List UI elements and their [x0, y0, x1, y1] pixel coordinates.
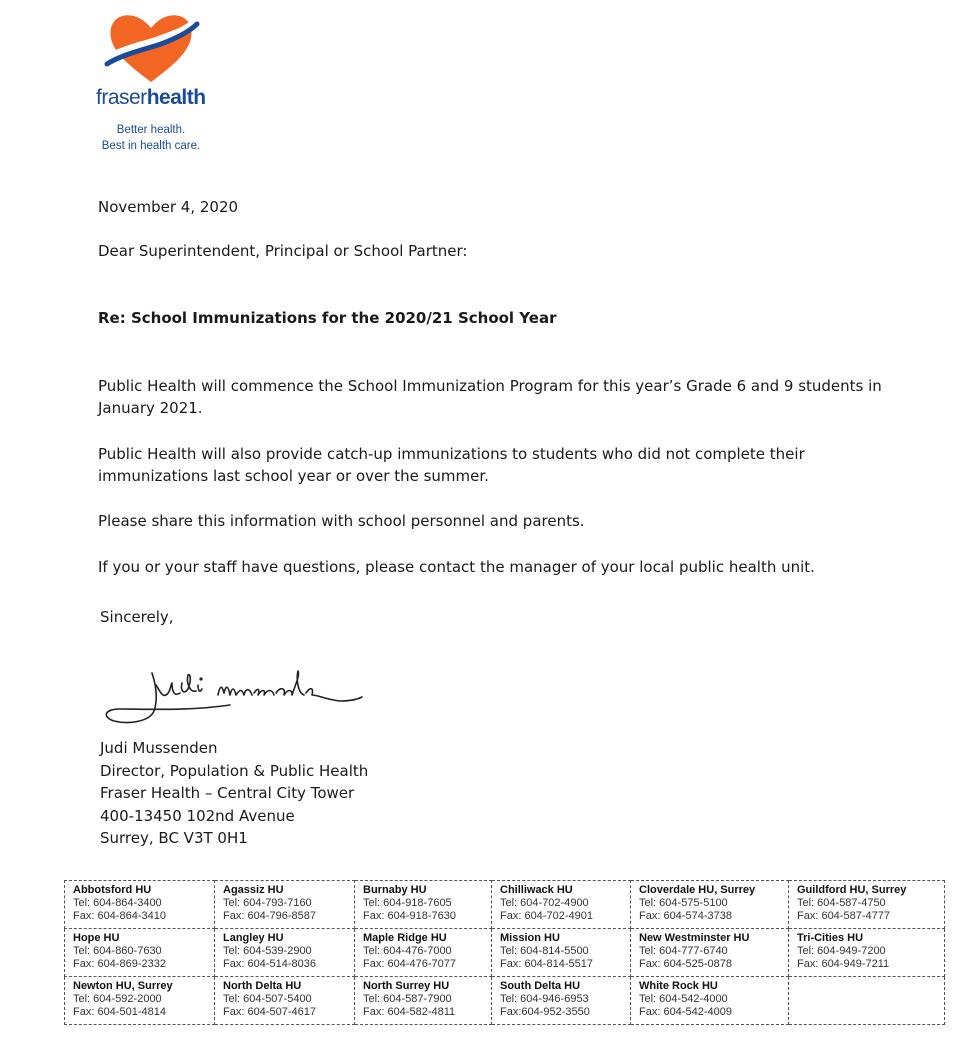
health-unit-cell: [215, 881, 355, 929]
health-unit-fax: Fax: 604-702-4901: [500, 910, 593, 922]
health-unit-fax: Fax: 604-796-8587: [223, 910, 316, 922]
health-unit-fax: Fax: 604-514-8036: [223, 958, 316, 970]
table-row: [65, 929, 945, 977]
heart-logo-icon: [101, 6, 201, 86]
health-unit-fax: Fax: 604-476-7077: [363, 958, 456, 970]
health-unit-tel: Tel: 604-702-4900: [500, 897, 589, 909]
health-unit-cell: [65, 881, 215, 929]
health-unit-fax: Fax: 604-869-2332: [73, 958, 166, 970]
health-unit-name: White Rock HU: [639, 980, 718, 992]
table-row: [65, 881, 945, 929]
health-unit-name: Newton HU, Surrey: [73, 980, 173, 992]
health-unit-name: Burnaby HU: [363, 884, 427, 896]
signatory-title: Director, Population & Public Health: [100, 761, 369, 780]
health-unit-name: New Westminster HU: [639, 932, 750, 944]
health-unit-cell: [789, 929, 945, 977]
health-unit-name: North Surrey HU: [363, 980, 450, 992]
health-unit-cell: [631, 929, 789, 977]
health-unit-cell: [215, 977, 355, 1025]
health-unit-name: Cloverdale HU, Surrey: [639, 884, 756, 896]
health-unit-tel: Tel: 604-587-7900: [363, 993, 452, 1005]
health-unit-tel: Tel: 604-949-7200: [797, 945, 886, 957]
health-unit-name: North Delta HU: [223, 980, 302, 992]
health-unit-cell: [492, 881, 631, 929]
health-unit-cell: [65, 977, 215, 1025]
health-unit-tel: Tel: 604-793-7160: [223, 897, 312, 909]
brand-wordmark: fraserhealth: [96, 86, 206, 109]
letter-paragraph-4: If you or your staff have questions, please contact the manager of your local public health unit.: [98, 558, 815, 576]
health-unit-tel: Tel: 604-918-7605: [363, 897, 452, 909]
letter-closing: Sincerely,: [100, 608, 174, 626]
health-unit-cell: [355, 881, 492, 929]
health-unit-tel: Tel: 604-575-5100: [639, 897, 728, 909]
handwritten-signature: [100, 665, 370, 735]
health-unit-directory: [64, 880, 945, 1025]
health-unit-fax: Fax: 604-542-4009: [639, 1006, 732, 1018]
health-unit-fax: Fax: 604-525-0878: [639, 958, 732, 970]
health-unit-name: Chilliwack HU: [500, 884, 573, 896]
health-unit-tel: Tel: 604-587-4750: [797, 897, 886, 909]
health-unit-fax: Fax:604-952-3550: [500, 1006, 590, 1018]
letter-paragraph-2: Public Health will also provide catch-up immunizations to students who did not complete their immunizations last school year or over the summer.: [98, 445, 805, 485]
health-unit-fax: Fax: 604-582-4811: [363, 1006, 456, 1018]
health-unit-name: Abbotsford HU: [73, 884, 152, 896]
health-unit-name: Mission HU: [500, 932, 560, 944]
signatory-address-2: Surrey, BC V3T 0H1: [100, 829, 248, 847]
table-row: [65, 977, 945, 1025]
letter-date: November 4, 2020: [98, 198, 239, 216]
health-unit-tel: Tel: 604-539-2900: [223, 945, 312, 957]
health-unit-cell: [631, 977, 789, 1025]
health-unit-fax: Fax: 604-918-7630: [363, 910, 456, 922]
health-unit-fax: Fax: 604-814-5517: [500, 958, 593, 970]
health-unit-cell: [355, 977, 492, 1025]
health-unit-cell: [215, 929, 355, 977]
health-unit-fax: Fax: 604-507-4617: [223, 1006, 316, 1018]
health-unit-fax: Fax: 604-949-7211: [797, 958, 890, 970]
health-unit-tel: Tel: 604-814-5500: [500, 945, 589, 957]
health-unit-name: Hope HU: [73, 932, 120, 944]
health-unit-cell: [492, 977, 631, 1025]
health-unit-name: Agassiz HU: [223, 884, 284, 896]
health-unit-name: Langley HU: [223, 932, 284, 944]
health-unit-fax: Fax: 604-501-4814: [73, 1006, 166, 1018]
signatory-org: Fraser Health – Central City Tower: [100, 784, 355, 802]
health-unit-name: Maple Ridge HU: [363, 932, 447, 944]
health-unit-fax: Fax: 604-587-4777: [797, 910, 890, 922]
health-unit-fax: Fax: 604-574-3738: [639, 910, 732, 922]
health-unit-tel: Tel: 604-946-6953: [500, 993, 589, 1005]
health-unit-fax: Fax: 604-864-3410: [73, 910, 166, 922]
health-unit-cell: [65, 929, 215, 977]
health-unit-tel: Tel: 604-592-2000: [73, 993, 162, 1005]
health-unit-cell: [789, 977, 945, 1025]
brand-tagline: Better health. Best in health care.: [101, 124, 201, 152]
letter-paragraph-3: Please share this information with school personnel and parents.: [98, 512, 585, 530]
letter-salutation: Dear Superintendent, Principal or School Partner:: [98, 242, 468, 260]
health-unit-cell: [355, 929, 492, 977]
health-unit-cell: [492, 929, 631, 977]
health-unit-tel: Tel: 604-542-4000: [639, 993, 728, 1005]
health-unit-name: Tri-Cities HU: [797, 932, 864, 944]
health-unit-cell: [789, 881, 945, 929]
fraser-health-logo: [93, 6, 213, 156]
health-unit-cell: [631, 881, 789, 929]
signatory-block: [100, 737, 368, 850]
health-unit-tel: Tel: 604-507-5400: [223, 993, 312, 1005]
letter-subject: Re: School Immunizations for the 2020/21 School Year: [98, 309, 557, 327]
health-unit-name: South Delta HU: [500, 980, 581, 992]
health-unit-tel: Tel: 604-864-3400: [73, 897, 162, 909]
letter-paragraph-1: Public Health will commence the School Immunization Program for this year’s Grade 6 and 9 students in January 2021.: [98, 377, 882, 417]
signatory-address-1: 400-13450 102nd Avenue: [100, 806, 295, 825]
health-unit-name: Guildford HU, Surrey: [797, 884, 907, 896]
health-unit-tel: Tel: 604-476-7000: [363, 945, 452, 957]
health-unit-tel: Tel: 604-777-6740: [639, 945, 728, 957]
health-unit-tel: Tel: 604-860-7630: [73, 945, 162, 957]
signatory-name: Judi Mussenden: [100, 739, 218, 757]
